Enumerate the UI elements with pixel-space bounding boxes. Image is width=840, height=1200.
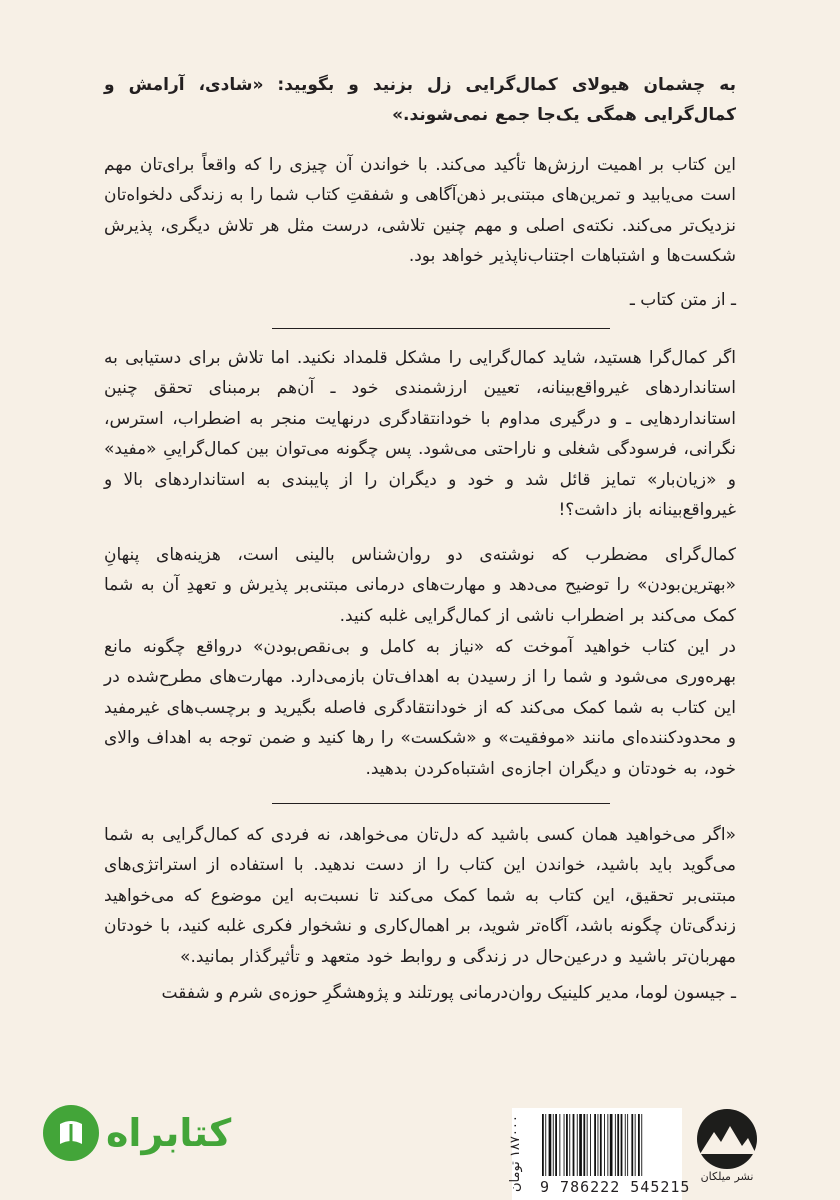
body-paragraph-2 <box>104 540 736 631</box>
price: ۱۸۷۰۰۰ تومان <box>508 1115 523 1193</box>
intro-quote <box>104 70 736 131</box>
body-paragraph-1 <box>104 343 736 526</box>
endorsement-quote <box>104 820 736 972</box>
body-paragraph-3 <box>104 632 736 784</box>
excerpt-source: ـ از متن کتاب ـ <box>629 290 736 310</box>
body-paragraph-2-text: کمال‌گرای مضطرب که نوشته‌ی دو روان‌شناس بالینی است، هزینه‌های پنهانِ «بهترین‌بودن» را توضیح می‌دهد و مهارت‌های درمانی مبتنی‌بر پذیرش و تعهدِ آن به شما کمک می‌کند بر اضطراب ناشی از کمال‌گرایی غلبه کنید. <box>104 545 736 626</box>
divider <box>272 803 610 804</box>
body-paragraph-3-text: در این کتاب خواهید آموخت که «نیاز به کامل و بی‌نقص‌بودن» درواقع چگونه مانع بهره‌وری می‌شود و شما را از رسیدن به اهداف‌تان بازمی‌دارد. مهارت‌های مطرح‌شده در این کتاب به شما کمک می‌کند که از خودانتقادگری فاصله بگیرید و برچسب‌های غیرمفید و محدودکننده‌ای مانند «موفقیت» و «شکست» را رها کنید و ضمن توجه به اهداف والای خود، به خودتان و دیگران اجازه‌ی اشتباه‌کردن بدهید. <box>104 637 736 779</box>
barcode <box>512 1108 691 1200</box>
endorsement-text: «اگر می‌خواهید همان کسی باشید که دل‌تان می‌خواهد، نه فردی که کمال‌گرایی به شما می‌گوید باید باشید، خواندن این کتاب را از دست ندهید. با استفاده از استراتژی‌های مبتنی‌بر تحقیق، این کتاب به شما کمک می‌کند تا نسبت‌به این موضوع که می‌خواهید زندگی‌تان چگونه باشد، آگاه‌تر شوید، بر اهمال‌کاری و نشخوار فکری غلبه کنید، با خودتان مهربان‌تر باشید و درعین‌حال در زندگی و روابط خود متعهد و تأثیرگذار بمانید.» <box>104 825 736 967</box>
endorsement-attribution: ـ جیسون لوما، مدیر کلینیک روان‌درمانی پورتلند و پژوهشگرِ حوزه‌ی شرم و شفقت <box>161 983 736 1003</box>
isbn-digits: 9 786222 545215 <box>540 1178 691 1196</box>
kettabrah-logo <box>42 1098 262 1168</box>
mountains-logo-icon <box>690 1108 764 1170</box>
description <box>104 150 736 272</box>
publisher-logo <box>690 1108 764 1188</box>
logo-text: کتابراه <box>106 1111 232 1155</box>
intro-text: به چشمان هیولای کمال‌گرایی زل بزنید و بگویید: «شادی، آرامش و کمال‌گرایی همگی یک‌جا جمع نمی‌شوند.» <box>104 75 736 126</box>
body-paragraph-1-text: اگر کمال‌گرا هستید، شاید کمال‌گرایی را مشکل قلمداد نکنید. اما تلاش برای دستیابی به استانداردهای غیرواقع‌بینانه، تعیین ارزشمندی خود ـ آن‌هم برمبنای تحقق چنین استانداردهایی ـ و درگیری مداوم با خودانتقادگری درنهایت منجر به اضطراب، استرس، نگرانی، فرسودگی شغلی و ناراحتی می‌شود. پس چگونه می‌توان بین کمال‌گراییِ «مفید» و «زیان‌بار» تمایز قائل شد و خود و دیگران را از پایبندی به استانداردهای بالا و غیرواقع‌بینانه باز داشت؟! <box>104 348 736 521</box>
publisher-name: نشر میلکان <box>700 1170 754 1183</box>
description-text: این کتاب بر اهمیت ارزش‌ها تأکید می‌کند. با خواندن آن چیزی را که واقعاً برای‌تان مهم است می‌یابید و تمرین‌های مبتنی‌بر ذهن‌آگاهی و شفقتِ کتاب شما را به زندگی دلخواه‌تان نزدیک‌تر می‌کند. نکته‌ی اصلی و مهم چنین تلاشی، درست مثل هر تلاش دیگری، پذیرش شکست‌ها و اشتباهات اجتناب‌ناپذیر خواهد بود. <box>104 155 736 267</box>
divider <box>272 328 610 329</box>
kettabrah-logo-icon <box>42 1104 100 1162</box>
barcode-bars <box>542 1114 678 1176</box>
